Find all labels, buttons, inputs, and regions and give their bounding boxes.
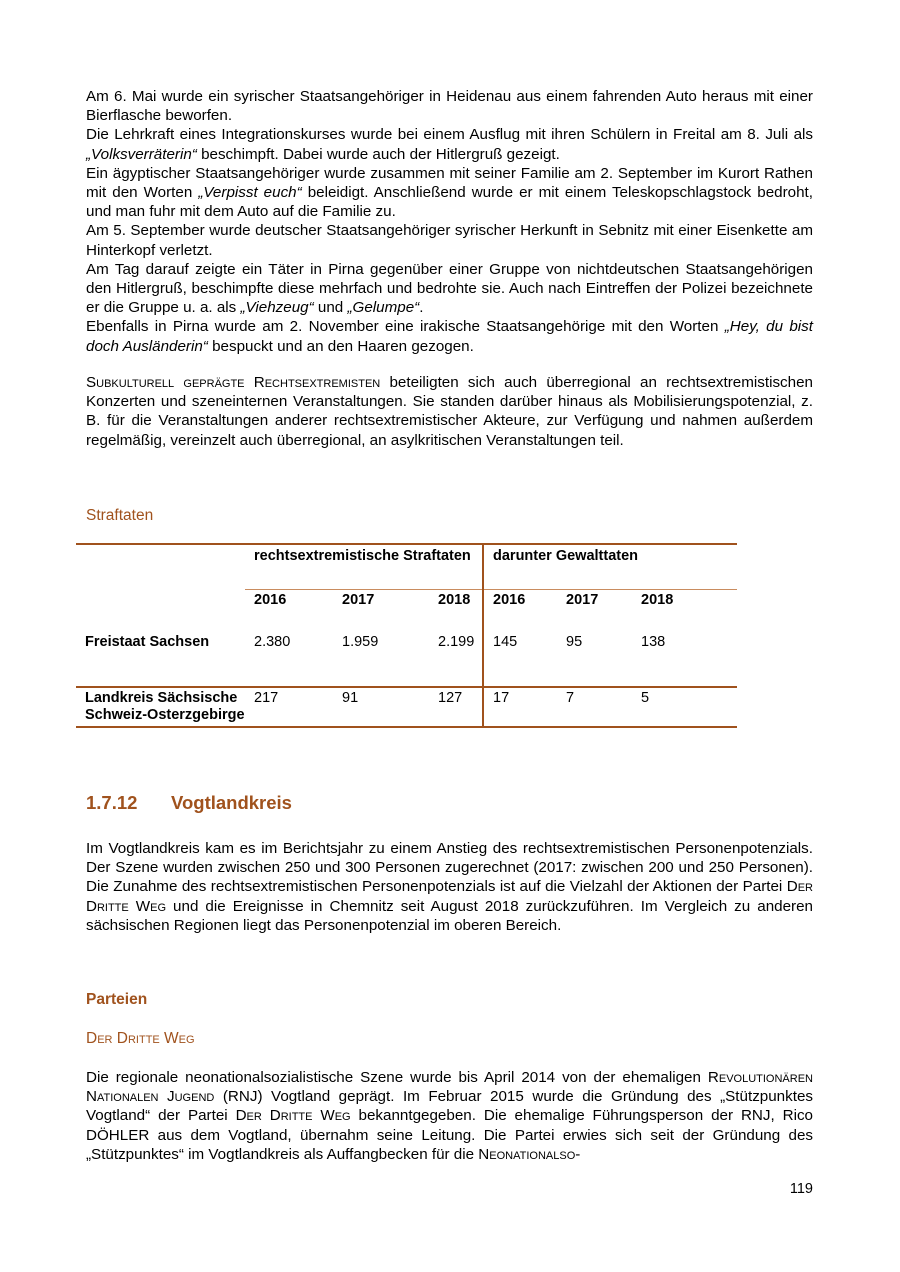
parteien-heading: Parteien	[86, 991, 148, 1008]
table-header-row	[76, 544, 737, 589]
text-run: Am 5. September wurde deutscher Staatsangehöriger syrischer Herkunft in Sebnitz mit einer Eisenkette am Hinterkopf verletzt.	[86, 222, 813, 259]
year-header: 2018	[641, 591, 674, 608]
quote-text: „Verpisst euch“	[198, 184, 302, 202]
text-run: Am Tag darauf zeigte ein Täter in Pirna gegenüber einer Gruppe von nichtdeutschen Staatsangehörigen den Hitlergruß, beschimpfte diese mehrfach und bedrohte sie. Auch nach Eintreffen der Polizei bezeichnete er die Gruppe u. a. als	[86, 260, 813, 317]
section-number: 1.7.12	[86, 792, 138, 813]
table-cell: 95	[566, 634, 583, 650]
table-row	[76, 687, 737, 727]
vogtland-paragraph	[86, 839, 813, 935]
text-run: Ein ägyptischer Staatsangehöriger wurde zusammen mit seiner Familie am 2. September im Kurort Rathen mit den Worten	[86, 164, 813, 202]
text-run: und	[313, 299, 348, 317]
quote-text: „Viehzeug“	[240, 299, 314, 317]
paragraph	[86, 260, 813, 318]
text-run: Im Vogtlandkreis kam es im Berichtsjahr zu einem Anstieg des rechtsextremistischen Personenpotenzials. Der Szene wurden zwischen 250 und 300 Personen zugerechnet (2017: zwischen 200 und 250 Personen). Die Zunahme des rechtsextremistischen Personenpotenzials ist auf die Vielzahl der Aktionen der Partei	[86, 840, 813, 896]
text-run: bekanntgegeben. Die ehemalige Führungsperson der RNJ, Rico DÖHLER aus dem Vogtland, übernahm seine Leitung. Die Partei erwies sich seit der Gründung des „Stützpunktes“ im Vogtlandkreis als Auffangbecken für die	[86, 1107, 813, 1163]
text-run: beteiligten sich auch überregional an rechtsextremistischen Konzerten und szeneinternen Veranstaltungen. Sie standen darüber hinaus als Mobilisierungspotenzial, z. B. für die Veranstaltungen anderer rechtsextremistischer Akteure, zur Verfügung und nahmen außerdem regelmäßig, vereinzelt auch überregional, an asylkritischen Veranstaltungen teil.	[86, 374, 813, 449]
group-header-gewalttaten: darunter Gewalttaten	[483, 544, 737, 589]
party-heading: Der Dritte Weg	[86, 1030, 195, 1047]
small-caps-text: Subkulturell geprägte Rechtsextremisten	[86, 374, 381, 391]
table-cell: 1.959	[342, 634, 379, 650]
group-header-straftaten: rechtsextremistische Straftaten	[245, 544, 483, 589]
small-caps-text: Der Dritte Weg	[86, 878, 813, 915]
text-run: Am 6. Mai wurde ein syrischer Staatsangehöriger in Heidenau aus einem fahrenden Auto heraus mit einer Bierflasche beworfen.	[86, 88, 813, 125]
table-cell: 138	[641, 634, 666, 650]
paragraph	[86, 87, 813, 125]
table-cell: 217	[254, 690, 279, 706]
section-title-text: Vogtlandkreis	[171, 792, 292, 813]
text-run: Die Lehrkraft eines Integrationskurses wurde bei einem Ausflug mit ihren Schülern in Freital am 8. Juli als	[86, 126, 813, 144]
small-caps-text: Neonationalso-	[478, 1145, 581, 1163]
empty-cell	[76, 544, 245, 589]
paragraph	[86, 1068, 813, 1164]
table-cell: 127	[438, 690, 463, 706]
text-run: .	[419, 299, 424, 317]
table-row	[76, 626, 737, 687]
paragraph	[86, 373, 813, 450]
text-run: (RNJ) Vogtland geprägt. Im Februar 2015 wurde die Gründung des „Stützpunktes Vogtland“ der Partei	[86, 1088, 813, 1125]
straftaten-table	[76, 543, 737, 728]
text-run: und die Ereignisse in Chemnitz seit August 2018 zurückzuführen. Im Vergleich zu anderen sächsischen Regionen liegt das Personenpotenzial im oberen Bereich.	[86, 897, 813, 934]
table-year-row	[76, 589, 737, 626]
text-run: beschimpft. Dabei wurde auch der Hitlergruß gezeigt.	[196, 145, 560, 163]
row-label: Freistaat Sachsen	[85, 634, 210, 650]
text-run: Ebenfalls in Pirna wurde am 2. November eine irakische Staatsangehörige mit den Worten	[86, 318, 725, 336]
table-cell: 2.199	[438, 634, 475, 650]
table-cell: 5	[641, 690, 650, 706]
quote-text: „Volksverräterin“	[86, 145, 197, 163]
page-number: 119	[789, 1181, 813, 1197]
straftaten-heading: Straftaten	[86, 507, 154, 524]
paragraph	[86, 125, 813, 163]
year-header: 2016	[254, 591, 287, 608]
text-run: beleidigt. Anschließend wurde er mit einem Teleskopschlagstock bedroht, und man fuhr mit dem Auto auf die Familie zu.	[86, 184, 813, 221]
section-heading	[86, 792, 292, 814]
paragraph	[86, 839, 813, 935]
paragraph	[86, 221, 813, 259]
table-cell: 2.380	[254, 634, 291, 650]
year-header: 2017	[342, 591, 375, 608]
year-header: 2018	[438, 591, 471, 608]
text-run: bespuckt und an den Haaren gezogen.	[207, 337, 474, 355]
quote-text: „Hey, du bist doch Ausländerin“	[86, 318, 813, 355]
small-caps-text: Der Dritte Weg	[235, 1107, 351, 1125]
paragraph	[86, 317, 813, 355]
row-label: Landkreis Sächsische Schweiz-Osterzgebirge	[85, 690, 245, 723]
year-header: 2016	[483, 589, 557, 626]
table-cell: 17	[483, 687, 557, 727]
table-cell: 91	[342, 690, 359, 706]
small-caps-text: Revolutionären Nationalen Jugend	[86, 1069, 813, 1106]
empty-cell	[76, 589, 245, 626]
subkulturell-paragraph	[86, 373, 813, 450]
incident-list	[86, 87, 813, 356]
quote-text: „Gelumpe“	[347, 299, 420, 317]
table-cell: 7	[566, 690, 575, 706]
party-paragraph	[86, 1068, 813, 1164]
text-run: Die regionale neonationalsozialistische Szene wurde bis April 2014 von der ehemaligen	[86, 1069, 708, 1086]
table-cell: 145	[483, 626, 557, 687]
year-header: 2017	[566, 591, 599, 608]
paragraph	[86, 164, 813, 222]
